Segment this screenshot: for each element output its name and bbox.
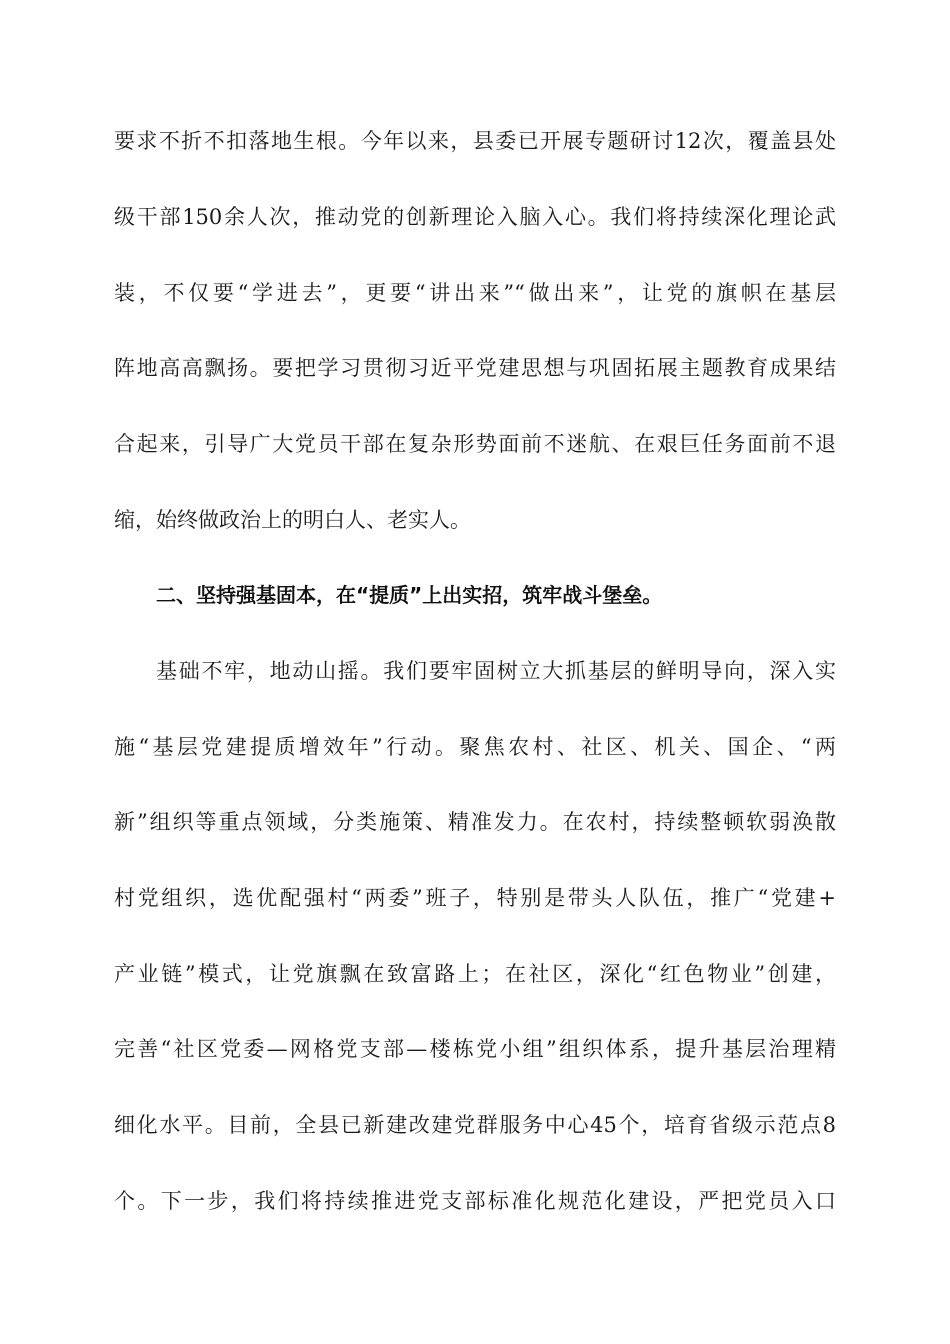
paragraph-line: 装，不仅要“学进去”，更要“讲出来”“做出来”，让党的旗帜在基层 [114, 281, 836, 305]
paragraph-line: 新”组织等重点领域，分类施策、精准发力。在农村，持续整顿软弱涣散 [114, 810, 836, 834]
paragraph-line: 细化水平。目前，全县已新建改建党群服务中心45个，培育省级示范点8 [114, 1113, 836, 1137]
paragraph-line: 个。下一步，我们将持续推进党支部标准化规范化建设，严把党员入口 [114, 1189, 836, 1213]
paragraph-line: 级干部150余人次，推动党的创新理论入脑入心。我们将持续深化理论武 [114, 205, 836, 229]
paragraph-line: 要求不折不扣落地生根。今年以来，县委已开展专题研讨12次，覆盖县处 [114, 129, 836, 153]
section-heading: 二、坚持强基固本，在“提质”上出实招，筑牢战斗堡垒。 [156, 583, 663, 607]
paragraph-line: 施“基层党建提质增效年”行动。聚焦农村、社区、机关、国企、“两 [114, 735, 836, 759]
paragraph-line: 村党组织，选优配强村“两委”班子，特别是带头人队伍，推广“党建+ [114, 886, 836, 910]
paragraph-line: 产业链”模式，让党旗飘在致富路上；在社区，深化“红色物业”创建， [114, 962, 836, 986]
paragraph-line: 基础不牢，地动山摇。我们要牢固树立大抓基层的鲜明导向，深入实 [156, 659, 836, 683]
paragraph-line: 完善“社区党委—网格党支部—楼栋党小组”组织体系，提升基层治理精 [114, 1037, 836, 1061]
paragraph-line: 缩，始终做政治上的明白人、老实人。 [114, 508, 471, 532]
paragraph-line: 合起来，引导广大党员干部在复杂形势面前不迷航、在艰巨任务面前不退 [114, 432, 836, 456]
paragraph-line: 阵地高高飘扬。要把学习贯彻习近平党建思想与巩固拓展主题教育成果结 [114, 356, 836, 380]
